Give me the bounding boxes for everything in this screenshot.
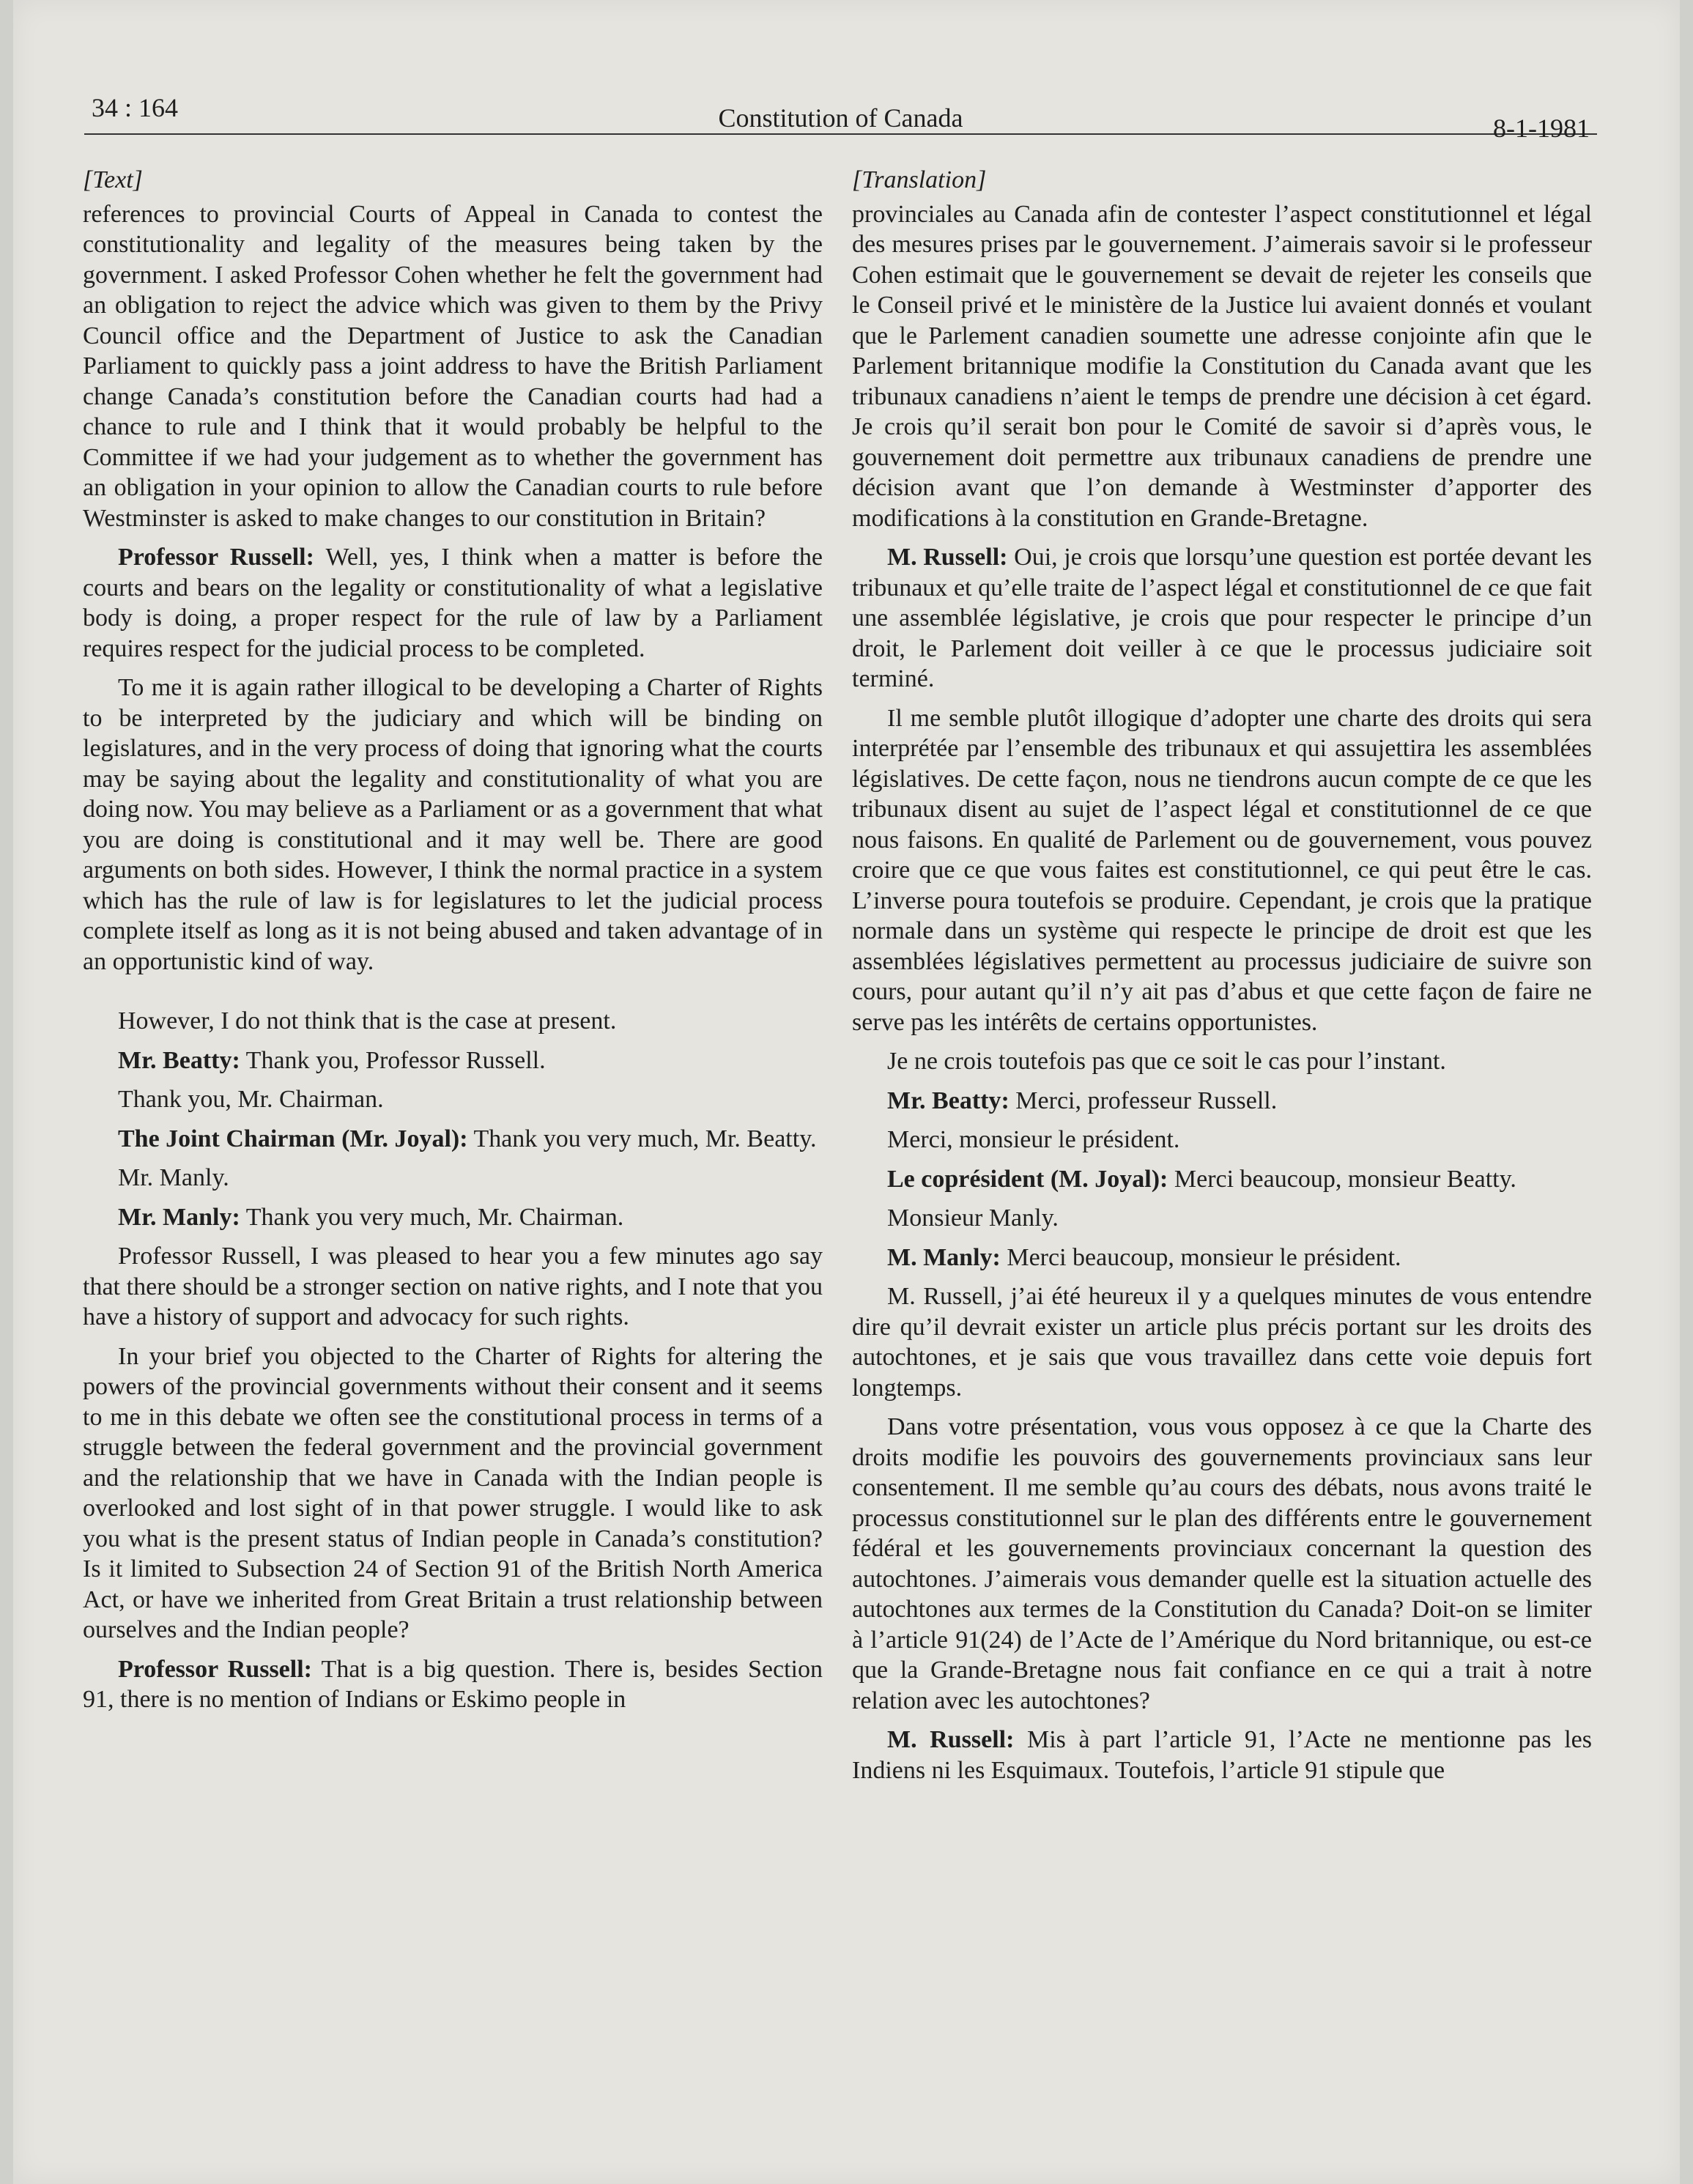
speech-text: Oui, je crois que lorsqu’une question est portée devant les tribunaux et qu’elle traite de l’aspect légal et constitutionnel de ce que fait une assemblée législative, je crois que pour respecter le principe d’un droit, le Parlement doit veiller à ce que le processus judiciaire soit terminé. xyxy=(852,544,1592,692)
paragraph xyxy=(852,542,1592,695)
paragraph: However, I do not think that is the case at present. xyxy=(118,1007,617,1034)
speaker-name: The Joint Chairman (Mr. Joyal): xyxy=(118,1125,468,1152)
speaker-name: M. Russell: xyxy=(887,1726,1015,1753)
paragraph: Thank you, Mr. Chairman. xyxy=(118,1086,384,1113)
paragraph xyxy=(83,1654,823,1715)
paragraph: Mr. Manly. xyxy=(118,1164,229,1191)
paragraph xyxy=(83,1045,823,1076)
paragraph: In your brief you objected to the Charter of Rights for altering the powers of the provincial governments without their consent and it seems to me in this debate we often see the constitutional process in terms of a struggle between the federal government and the provincial government and the relationship that we have in Canada with the Indian people is overlooked and lost sight of in that power struggle. I would like to ask you what is the present status of Indian people in Canada’s constitution? Is it limited to Subsection 24 of Section 91 of the British North America Act, or have we inherited from Great Britain a trust relationship between ourselves and the Indian people? xyxy=(83,1342,823,1643)
speech-text: Mis à part l’article 91, l’Acte ne mentionne pas les Indiens ni les Esquimaux. Toutefois, l’article 91 stipule que xyxy=(852,1726,1593,1784)
paragraph xyxy=(852,1086,1592,1117)
translation-marker: [Translation] xyxy=(852,166,987,193)
paragraph xyxy=(852,1164,1592,1195)
paragraph xyxy=(83,1124,823,1155)
paragraph: provinciales au Canada afin de contester l’aspect constitutionnel et légal des mesures prises par le gouvernement. J’aimerais savoir si le professeur Cohen estimait que le gouvernement se devait de rejeter les conseils que le Conseil privé et le ministère de la Justice lui avaient donnés et voulant que le Parlement canadien soumette une adresse conjointe afin que le Parlement britannique modifie la Constitution du Canada avant que les tribunaux canadiens n’aient le temps de prendre une décision à cet égard. Je crois qu’il serait bon pour le Comité de savoir si d’après vous, le gouvernement doit permettre aux tribunaux canadiens de prendre une décision avant que l’on demande à Westminster d’apporter des modifications à la constitution en Grande-Bretagne. xyxy=(852,200,1592,532)
page-number: 34 : 164 xyxy=(92,93,179,122)
speech-text: Merci beaucoup, monsieur le président. xyxy=(1000,1243,1401,1271)
text-marker: [Text] xyxy=(83,166,143,193)
speaker-name: Le coprésident (M. Joyal): xyxy=(887,1165,1168,1193)
english-column xyxy=(83,165,823,1724)
speech-text: Thank you very much, Mr. Chairman. xyxy=(240,1203,624,1231)
speaker-name: M. Russell: xyxy=(887,544,1008,571)
paragraph: To me it is again rather illogical to be developing a Charter of Rights to be interpreted by the judiciary and which will be binding on legislatures, and in the very process of doing that ignoring what the courts may be saying about the legality and constitutionality of what you are doing now. You may believe as a Parliament or as a government that what you are doing is constitutional and it may well be. There are good arguments on both sides. However, I think the normal practice in a system which has the rule of law is for legislatures to let the judicial process complete itself as long as it is not being abused and taken advantage of in an opportunistic kind of way. xyxy=(83,674,823,975)
document-page xyxy=(13,0,1680,2184)
speech-text: That is a big question. There is, besides Section 91, there is no mention of Indians or Eskimo people in xyxy=(83,1655,823,1713)
speech-text: Thank you very much, Mr. Beatty. xyxy=(467,1125,817,1152)
paragraph: Dans votre présentation, vous vous opposez à ce que la Charte des droits modifie les pouvoirs des gouvernements provinciaux sans leur consentement. Il me semble qu’au cours des débats, nous avons traité le processus constitutionnel sur le plan des différents entre le gouvernement fédéral et les gouvernements provinciaux concernant la question des autochtones. J’aimerais vous demander quelle est la situation actuelle des autochtones aux termes de la Constitution du Canada? Doit-on se limiter à l’article 91(24) de l’Acte de l’Amérique du Nord britannique, ou est-ce que la Grande-Bretagne nous fait confiance en ce qui a trait à notre relation avec les autochtones? xyxy=(852,1413,1592,1714)
speech-text: Well, yes, I think when a matter is before the courts and bears on the legality or constitutionality of what a legislative body is doing, a proper respect for the rule of law by a Parliament requires respect for the judicial process to be completed. xyxy=(83,544,823,662)
paragraph xyxy=(852,1243,1592,1273)
speech-text: Merci beaucoup, monsieur Beatty. xyxy=(1168,1165,1516,1193)
french-column xyxy=(852,165,1592,1794)
speaker-name: Mr. Beatty: xyxy=(118,1046,240,1074)
paragraph: Merci, monsieur le président. xyxy=(887,1126,1180,1153)
speech-text: Merci, professeur Russell. xyxy=(1009,1087,1278,1114)
speech-text: Thank you, Professor Russell. xyxy=(240,1046,546,1074)
speaker-name: Professor Russell: xyxy=(118,544,314,571)
paragraph: Je ne crois toutefois pas que ce soit le cas pour l’instant. xyxy=(887,1048,1446,1075)
speaker-name: Professor Russell: xyxy=(118,1655,312,1683)
speaker-name: Mr. Manly: xyxy=(118,1203,240,1231)
running-title: Constitution of Canada xyxy=(718,103,963,133)
paragraph xyxy=(83,542,823,664)
paragraph-gap xyxy=(83,985,823,1006)
speaker-name: Mr. Beatty: xyxy=(887,1087,1009,1114)
paragraph xyxy=(852,1725,1592,1785)
paragraph xyxy=(83,1202,823,1233)
paragraph: Monsieur Manly. xyxy=(887,1204,1059,1232)
page-date: 8-1-1981 xyxy=(1493,114,1590,143)
paragraph: M. Russell, j’ai été heureux il y a quelques minutes de vous entendre dire qu’il devrait exister un article plus précis portant sur les droits des autochtones, et je sais que vous travaillez dans cette voie depuis fort longtemps. xyxy=(852,1283,1592,1402)
speaker-name: M. Manly: xyxy=(887,1243,1001,1271)
page-header xyxy=(84,88,1597,143)
paragraph: Il me semble plutôt illogique d’adopter une charte des droits qui sera interprétée par l’ensemble des tribunaux et qui assujettira les assemblées législatives. De cette façon, nous ne tiendrons aucun compte de ce que les tribunaux disent au sujet de l’aspect légal et constitutionnel de ce que nous faisons. En qualité de Parlement ou de gouvernement, vous pouvez croire que ce que vous faites est constitutionnel, ce qui peut être le cas. L’inverse poura toutefois se produire. Cependant, je crois que la pratique normale dans un système qui respecte le principe de droit est que les assemblées législatives permettent au processus judiciaire de suivre son cours, pour autant qu’il n’y ait pas d’abus et que cette façon de faire ne serve pas les intérêts de certains opportunistes. xyxy=(852,704,1592,1036)
paragraph: Professor Russell, I was pleased to hear you a few minutes ago say that there should be a stronger section on native rights, and I note that you have a history of support and advocacy for such rights. xyxy=(83,1243,823,1330)
paragraph: references to provincial Courts of Appeal in Canada to contest the constitutionality and legality of the measures being taken by the government. I asked Professor Cohen whether he felt the government had an obligation to reject the advice which was given to them by the Privy Council office and the Department of Justice to ask the Canadian Parliament to quickly pass a joint address to have the British Parliament change Canada’s constitution before the Canadian courts had had a chance to rule and I think that it would probably be helpful to the Committee if we had your judgement as to whether the government has an obligation in your opinion to allow the Canadian courts to rule before Westminster is asked to make changes to our constitution in Britain? xyxy=(83,200,823,532)
